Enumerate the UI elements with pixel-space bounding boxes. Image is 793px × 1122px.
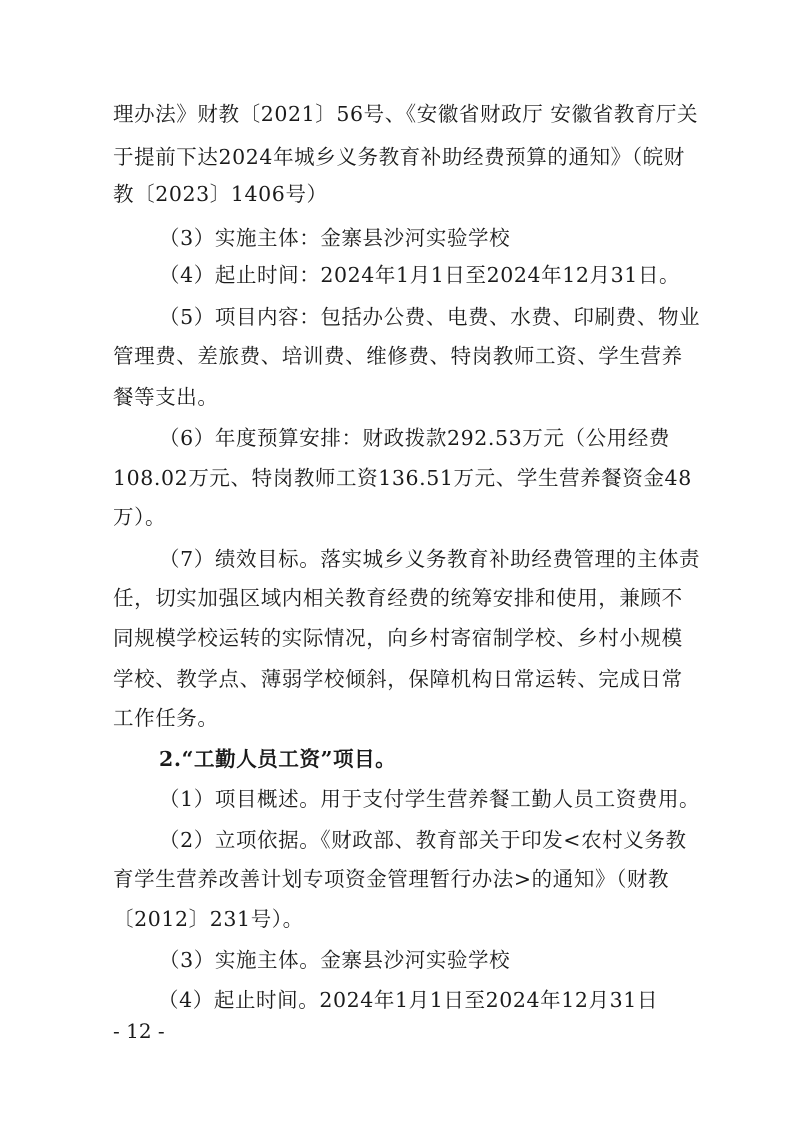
text-line: 学校、教学点、薄弱学校倾斜，保障机构日常运转、完成日常 (113, 667, 683, 691)
text-line: 育学生营养改善计划专项资金管理暂行办法>的通知》（财教 (113, 867, 670, 891)
text-line: 工作任务。 (113, 706, 219, 730)
page-number: - 12 - (113, 1019, 165, 1043)
text-line: （3）实施主体：金寨县沙河实验学校 (159, 226, 511, 250)
text-line: （2）立项依据。《财政部、教育部关于印发<农村义务教 (159, 828, 687, 852)
text-line: （4）起止时间：2024年1月1日至2024年12月31日。 (159, 263, 681, 287)
text-line: 于提前下达2024年城乡义务教育补助经费预算的通知》（皖财 (113, 145, 685, 169)
text-line: 〔2012〕231号）。 (113, 907, 304, 931)
text-line: 任，切实加强区域内相关教育经费的统筹安排和使用，兼顾不 (113, 586, 683, 610)
text-line: 万）。 (113, 505, 167, 529)
section-heading: 2.“工勤人员工资”项目。 (159, 747, 397, 771)
text-line: 餐等支出。 (113, 385, 219, 409)
text-line: （7）绩效目标。落实城乡义务教育补助经费管理的主体责 (159, 547, 701, 571)
text-line: 理办法》财教〔2021〕56号、《安徽省财政厅 安徽省教育厅关 (113, 102, 699, 126)
text-line: 108.02万元、特岗教师工资136.51万元、学生营养餐资金48 (113, 466, 692, 490)
text-line: 同规模学校运转的实际情况，向乡村寄宿制学校、乡村小规模 (113, 626, 683, 650)
text-line: 教〔2023〕1406号） (113, 182, 328, 206)
text-line: （3）实施主体。金寨县沙河实验学校 (159, 948, 511, 972)
text-line: （4）起止时间。2024年1月1日至2024年12月31日 (158, 988, 659, 1012)
text-line: 管理费、差旅费、培训费、维修费、特岗教师工资、学生营养 (113, 344, 683, 368)
text-line: （1）项目概述。用于支付学生营养餐工勤人员工资费用。 (159, 787, 701, 811)
text-line: （5）项目内容：包括办公费、电费、水费、印刷费、物业 (159, 305, 701, 329)
text-line: （6）年度预算安排：财政拨款292.53万元（公用经费 (159, 426, 670, 450)
